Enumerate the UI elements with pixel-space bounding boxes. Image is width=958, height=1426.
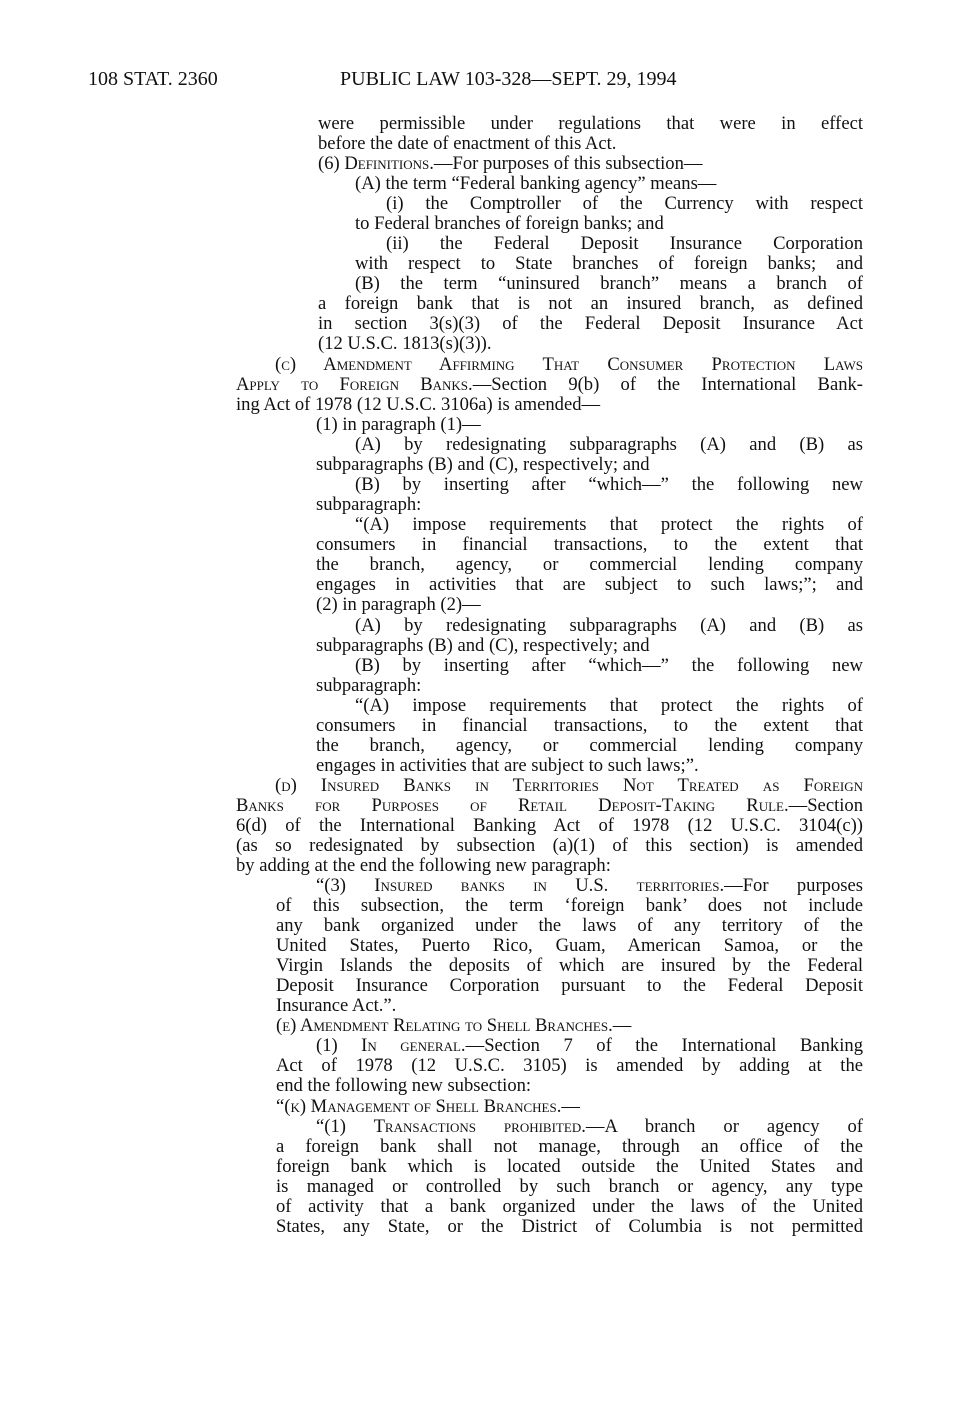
text-line: (1) In general.—Section 7 of the International Banking — [316, 1036, 863, 1056]
text-line: subparagraph: — [316, 675, 422, 696]
section-heading: (c) Amendment Affirming That Consumer Protection Laws — [275, 355, 863, 375]
text-line: (12 U.S.C. 1813(s)(3)). — [318, 333, 492, 354]
text-line: “(3) Insured banks in U.S. territories.—For purposes — [316, 876, 863, 896]
section-heading: (d) Insured Banks in Territories Not Treated as Foreign — [275, 776, 863, 796]
text-line: Virgin Islands the deposits of which are insured by the Federal — [276, 956, 863, 976]
text-line: Apply to Foreign Banks.—Section 9(b) of the International Bank- — [236, 375, 863, 395]
text-line: (6) Definitions.—For purposes of this subsection— — [318, 153, 703, 174]
text-line: (A) the term “Federal banking agency” means— — [355, 173, 717, 194]
text-line: of activity that a bank organized under the laws of the United — [276, 1197, 863, 1217]
text-line: (2) in paragraph (2)— — [316, 594, 481, 615]
text-line: (A) by redesignating subparagraphs (A) and (B) as — [355, 435, 863, 455]
text-line: end the following new subsection: — [276, 1075, 532, 1096]
text-line: a foreign bank shall not manage, through an office of the — [276, 1137, 863, 1157]
text-line: of this subsection, the term ‘foreign bank’ does not include — [276, 896, 863, 916]
text-line: any bank organized under the laws of any territory of the — [276, 916, 863, 936]
text-line: before the date of enactment of this Act. — [318, 133, 617, 154]
text-line: (ii) the Federal Deposit Insurance Corporation — [386, 234, 863, 254]
text-line: to Federal branches of foreign banks; and — [355, 213, 664, 234]
text-line: (A) by redesignating subparagraphs (A) and (B) as — [355, 616, 863, 636]
text-line: the branch, agency, or commercial lending company — [316, 555, 863, 575]
text-line: “(1) Transactions prohibited.—A branch or agency of — [316, 1117, 863, 1137]
text-line: foreign bank which is located outside the United States and — [276, 1157, 863, 1177]
text-line: by adding at the end the following new paragraph: — [236, 855, 611, 876]
text-line: United States, Puerto Rico, Guam, American Samoa, or the — [276, 936, 863, 956]
text-line: subparagraphs (B) and (C), respectively; and — [316, 454, 650, 475]
text-line: Act of 1978 (12 U.S.C. 3105) is amended by adding at the — [276, 1056, 863, 1076]
text-line: is managed or controlled by such branch or agency, any type — [276, 1177, 863, 1197]
text-line: “(A) impose requirements that protect the rights of — [355, 696, 863, 716]
text-line: in section 3(s)(3) of the Federal Deposit Insurance Act — [318, 314, 863, 334]
text-line: States, any State, or the District of Columbia is not permitted — [276, 1217, 863, 1237]
text-line: consumers in financial transactions, to the extent that — [316, 716, 863, 736]
text-line: (1) in paragraph (1)— — [316, 414, 481, 435]
text-line: Insurance Act.”. — [276, 995, 397, 1016]
text-line: (i) the Comptroller of the Currency with respect — [386, 194, 863, 214]
text-line: were permissible under regulations that were in effect — [318, 114, 863, 134]
section-heading: (e) Amendment Relating to Shell Branches.— — [276, 1015, 632, 1036]
text-line: Banks for Purposes of Retail Deposit-Taking Rule.—Section — [236, 796, 863, 816]
running-header — [0, 66, 958, 92]
stat-page-number: 108 STAT. 2360 — [88, 68, 218, 90]
text-line: “(k) Management of Shell Branches.— — [276, 1096, 580, 1117]
text-line: engages in activities that are subject to such laws;”. — [316, 755, 699, 776]
text-line: ing Act of 1978 (12 U.S.C. 3106a) is amended— — [236, 394, 601, 415]
text-line: (as so redesignated by subsection (a)(1) of this section) is amended — [236, 836, 863, 856]
text-line: with respect to State branches of foreign banks; and — [355, 254, 863, 274]
text-line: (B) the term “uninsured branch” means a branch of — [355, 274, 863, 294]
text-line: the branch, agency, or commercial lending company — [316, 736, 863, 756]
text-line: “(A) impose requirements that protect the rights of — [355, 515, 863, 535]
public-law-title: PUBLIC LAW 103-328—SEPT. 29, 1994 — [340, 68, 677, 90]
text-line: (B) by inserting after “which—” the following new — [355, 656, 863, 676]
text-line: a foreign bank that is not an insured branch, as defined — [318, 294, 863, 314]
text-line: subparagraph: — [316, 494, 422, 515]
text-line: consumers in financial transactions, to the extent that — [316, 535, 863, 555]
text-line: (B) by inserting after “which—” the following new — [355, 475, 863, 495]
text-line: 6(d) of the International Banking Act of 1978 (12 U.S.C. 3104(c)) — [236, 816, 863, 836]
text-line: engages in activities that are subject to such laws;”; and — [316, 575, 863, 595]
text-line: Deposit Insurance Corporation pursuant to the Federal Deposit — [276, 976, 863, 996]
text-line: subparagraphs (B) and (C), respectively; and — [316, 635, 650, 656]
